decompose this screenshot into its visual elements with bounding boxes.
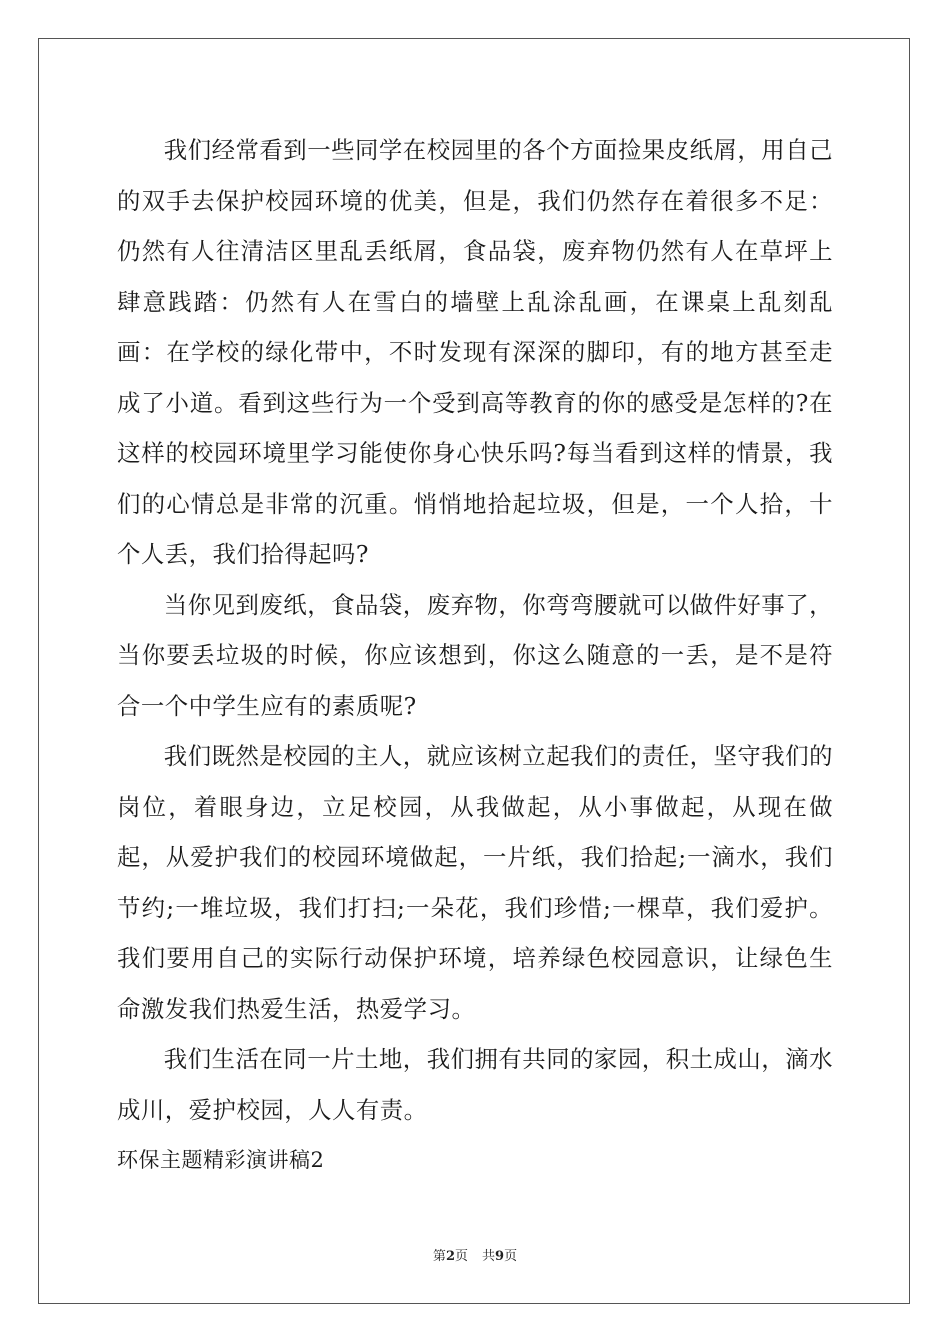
total-pages: 9: [495, 1249, 505, 1264]
paragraph-2: 当你见到废纸，食品袋，废弃物，你弯弯腰就可以做件好事了，当你要丢垃圾的时候，你应该想到，你这么随意的一丢，是不是符合一个中学生应有的素质呢?: [117, 590, 833, 720]
section-heading: 环保主题精彩演讲稿2: [117, 1148, 325, 1172]
page-suffix: 页: [454, 1249, 468, 1264]
paragraph-4: 我们生活在同一片土地，我们拥有共同的家园，积土成山，滴水成川，爱护校园，人人有责。: [117, 1045, 833, 1124]
page-number: 2: [445, 1249, 455, 1264]
document-body: [117, 125, 833, 1186]
page-prefix: 第: [432, 1249, 446, 1264]
paragraph-3: 我们既然是校园的主人，就应该树立起我们的责任，坚守我们的岗位，着眼身边，立足校园，从我做起，从小事做起，从现在做起，从爱护我们的校园环境做起，一片纸，我们拾起;一滴水，我们节约;一堆垃圾，我们打扫;一朵花，我们珍惜;一棵草，我们爱护。我们要用自己的实际行动保护环境，培养绿色校园意识，让绿色生命激发我们热爱生活，热爱学习。: [117, 742, 833, 1023]
total-prefix: 共: [482, 1249, 496, 1264]
paragraph-1: 我们经常看到一些同学在校园里的各个方面捡果皮纸屑，用自己的双手去保护校园环境的优美，但是，我们仍然存在着很多不足：仍然有人往清洁区里乱丢纸屑，食品袋，废弃物仍然有人在草坪上肆意践踏：仍然有人在雪白的墙壁上乱涂乱画，在课桌上乱刻乱画：在学校的绿化带中，不时发现有深深的脚印，有的地方甚至走成了小道。看到这些行为一个受到高等教育的你的感受是怎样的?在这样的校园环境里学习能使你身心快乐吗?每当看到这样的情景，我们的心情总是非常的沉重。悄悄地拾起垃圾，但是，一个人拾，十个人丢，我们拾得起吗?: [117, 136, 833, 568]
page-footer: [0, 1247, 950, 1267]
total-suffix: 页: [504, 1249, 518, 1264]
